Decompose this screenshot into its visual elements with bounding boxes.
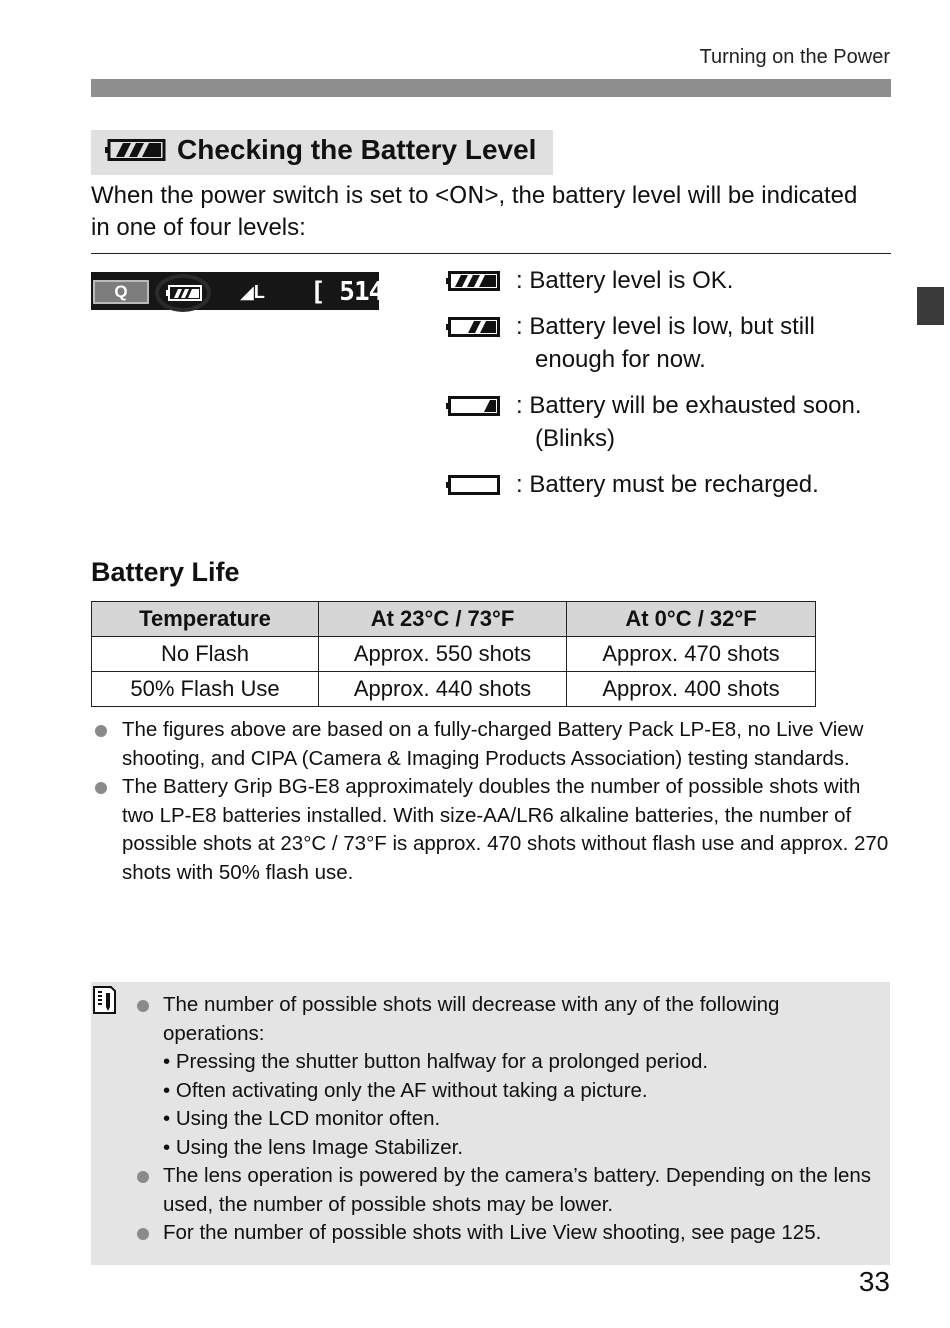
notes-list: [91, 716, 891, 887]
bullet-icon: [137, 1228, 149, 1240]
battery-full-icon: [104, 139, 166, 161]
table-cell: Approx. 400 shots: [567, 672, 816, 707]
memo-icon: [91, 985, 117, 1015]
table-row: [92, 672, 816, 707]
bullet-icon: [137, 1171, 149, 1183]
table-header: At 23°C / 73°F: [319, 602, 567, 637]
memo-item: For the number of possible shots with Live View shooting, see page 125.: [133, 1219, 883, 1248]
battery-life-title: Battery Life: [91, 557, 240, 587]
battery-level-ok: : Battery level is OK.: [516, 267, 734, 294]
memo-subitem: • Using the lens Image Stabilizer.: [163, 1135, 464, 1159]
battery-empty-icon: [446, 475, 500, 495]
quick-control-icon: Q: [93, 280, 149, 304]
table-cell: Approx. 470 shots: [567, 637, 816, 672]
table-header-row: [92, 602, 816, 637]
table-row: [92, 637, 816, 672]
header-bar: [91, 79, 891, 97]
memo-subitem: • Using the LCD monitor often.: [163, 1107, 441, 1130]
memo-content: [133, 991, 883, 1248]
memo-item: The number of possible shots will decrease with any of the following operations:: [133, 991, 883, 1048]
battery-level-recharge: : Battery must be recharged.: [516, 471, 819, 498]
divider: [91, 253, 891, 254]
page-number: 33: [858, 1266, 890, 1297]
table-header: At 0°C / 32°F: [567, 602, 816, 637]
battery-two-bars-icon: [446, 317, 500, 337]
chapter-tab: [917, 287, 944, 325]
battery-life-table: [91, 601, 816, 707]
table-cell: Approx. 440 shots: [319, 672, 567, 707]
intro-paragraph: When the power switch is set to <ON>, the battery level will be indicated in one of four levels:: [91, 182, 858, 241]
memo-subitem: • Pressing the shutter button halfway for a prolonged period.: [163, 1050, 709, 1073]
shots-remaining: [ 514]: [310, 277, 398, 307]
lcd-battery-icon: [166, 285, 202, 301]
battery-level-low: : Battery level is low, but still enough for now.: [516, 313, 815, 373]
note-item: The figures above are based on a fully-charged Battery Pack LP-E8, no Live View shooting, and CIPA (Camera & Imaging Products Association) testing standards.: [91, 716, 891, 773]
power-switch-label: ON: [449, 183, 485, 209]
running-header: Turning on the Power: [699, 46, 890, 68]
table-header: Temperature: [92, 602, 319, 637]
battery-one-bar-icon: [446, 396, 500, 416]
bullet-icon: [95, 782, 107, 794]
table-cell: No Flash: [92, 637, 319, 672]
battery-full-icon: [446, 271, 500, 291]
table-cell: 50% Flash Use: [92, 672, 319, 707]
memo-subitem: • Often activating only the AF without taking a picture.: [163, 1078, 648, 1102]
table-cell: Approx. 550 shots: [319, 637, 567, 672]
bullet-icon: [95, 725, 107, 737]
section-title: Checking the Battery Level: [177, 134, 537, 165]
note-item: The Battery Grip BG-E8 approximately doubles the number of possible shots with two LP-E8 batteries installed. With size-AA/LR6 alkaline batteries, the number of possible shots at 23°C / 73°F is approx. 470 shots without flash use and approx. 270 shots with 50% flash use.: [91, 773, 891, 887]
bullet-icon: [137, 1000, 149, 1012]
image-quality-label: ◢L: [240, 282, 265, 302]
memo-item: The lens operation is powered by the camera’s battery. Depending on the lens used, the number of possible shots may be lower.: [133, 1162, 883, 1219]
battery-level-exhausted-soon: : Battery will be exhausted soon. (Blinks): [516, 392, 862, 452]
